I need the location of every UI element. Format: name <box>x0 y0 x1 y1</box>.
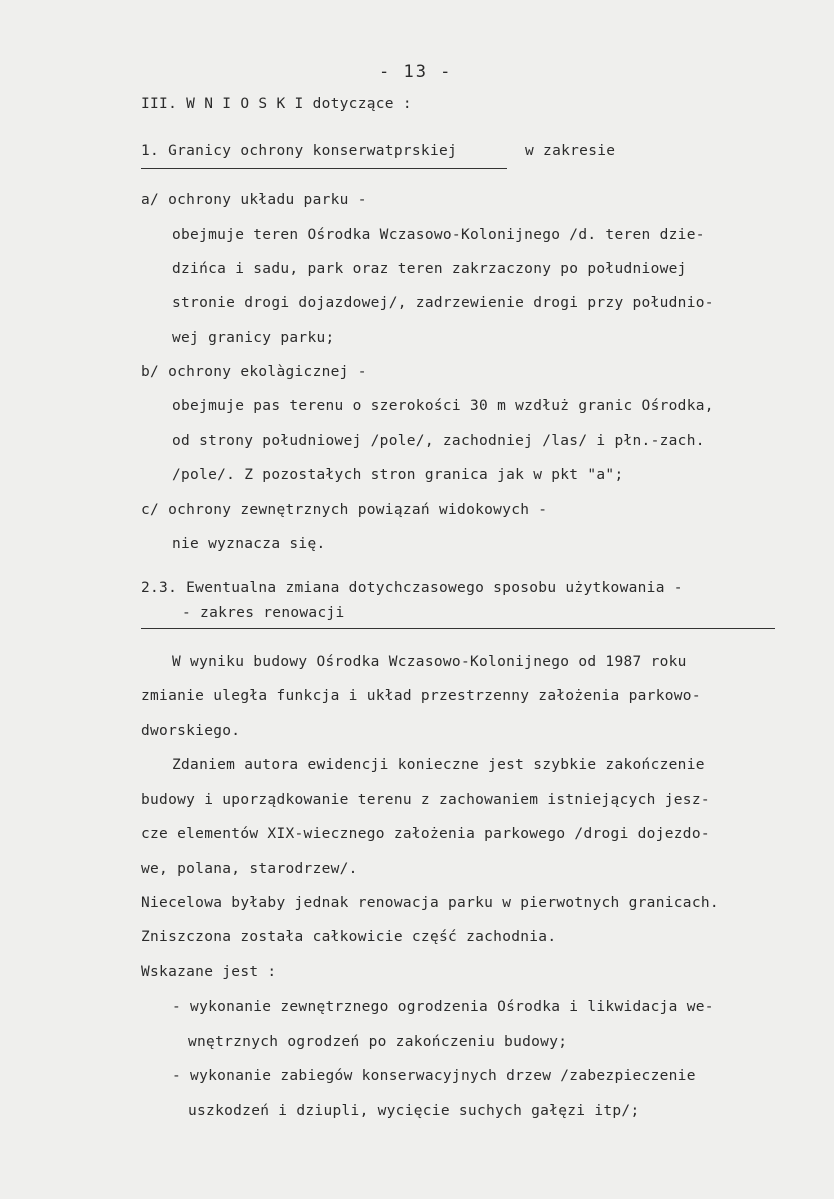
body-line: Zdaniem autora ewidencji konieczne jest szybkie zakończenie <box>172 757 705 773</box>
body-line: - wykonanie zewnętrznego ogrodzenia Ośrodka i likwidacja we- <box>172 999 714 1015</box>
body-line: Wskazane jest : <box>141 964 277 980</box>
body-line: zmianie uległa funkcja i układ przestrzenny założenia parkowo- <box>141 688 701 704</box>
body-line: uszkodzeń i dziupli, wycięcie suchych gałęzi itp/; <box>188 1103 640 1119</box>
subsection-1-underline <box>141 168 507 169</box>
body-line: cze elementów XIX-wiecznego założenia parkowego /drogi dojezdo- <box>141 826 710 842</box>
subsection-23-title-cont: - zakres renowacji <box>182 605 345 621</box>
subsection-23-title: 2.3. Ewentualna zmiana dotychczasowego sposobu użytkowania - <box>141 580 683 596</box>
subsection-1-title-tail: w zakresie <box>525 143 616 159</box>
body-line: dworskiego. <box>141 723 241 739</box>
item-b-title: b/ ochrony ekolàgicznej - <box>141 364 367 380</box>
item-a-line: wej granicy parku; <box>172 330 335 346</box>
item-b-line: od strony południowej /pole/, zachodniej /las/ i płn.-zach. <box>172 433 705 449</box>
item-a-line: obejmuje teren Ośrodka Wczasowo-Kolonijnego /d. teren dzie- <box>172 227 705 243</box>
section-heading-wnioski: III. W N I O S K I dotyczące : <box>141 96 412 112</box>
body-line: Zniszczona została całkowicie część zachodnia. <box>141 929 557 945</box>
item-b-line: /pole/. Z pozostałych stron granica jak w pkt "a"; <box>172 467 624 483</box>
page-number: - 13 - <box>379 62 453 82</box>
subsection-1-title: 1. Granicy ochrony konserwatprskiej <box>141 143 458 159</box>
item-c-title: c/ ochrony zewnętrznych powiązań widokowych - <box>141 502 548 518</box>
subsection-23-underline <box>141 628 775 629</box>
item-a-title: a/ ochrony układu parku - <box>141 192 367 208</box>
item-c-line: nie wyznacza się. <box>172 536 326 552</box>
body-line: Niecelowa byłaby jednak renowacja parku w pierwotnych granicach. <box>141 895 719 911</box>
item-b-line: obejmuje pas terenu o szerokości 30 m wzdłuż granic Ośrodka, <box>172 398 714 414</box>
body-line: budowy i uporządkowanie terenu z zachowaniem istniejących jesz- <box>141 792 710 808</box>
body-line: W wyniku budowy Ośrodka Wczasowo-Kolonijnego od 1987 roku <box>172 654 687 670</box>
item-a-line: stronie drogi dojazdowej/, zadrzewienie drogi przy południo- <box>172 295 714 311</box>
body-line: we, polana, starodrzew/. <box>141 861 358 877</box>
body-line: wnętrznych ogrodzeń po zakończeniu budowy; <box>188 1034 568 1050</box>
body-line: - wykonanie zabiegów konserwacyjnych drzew /zabezpieczenie <box>172 1068 696 1084</box>
item-a-line: dzińca i sadu, park oraz teren zakrzaczony po południowej <box>172 261 687 277</box>
